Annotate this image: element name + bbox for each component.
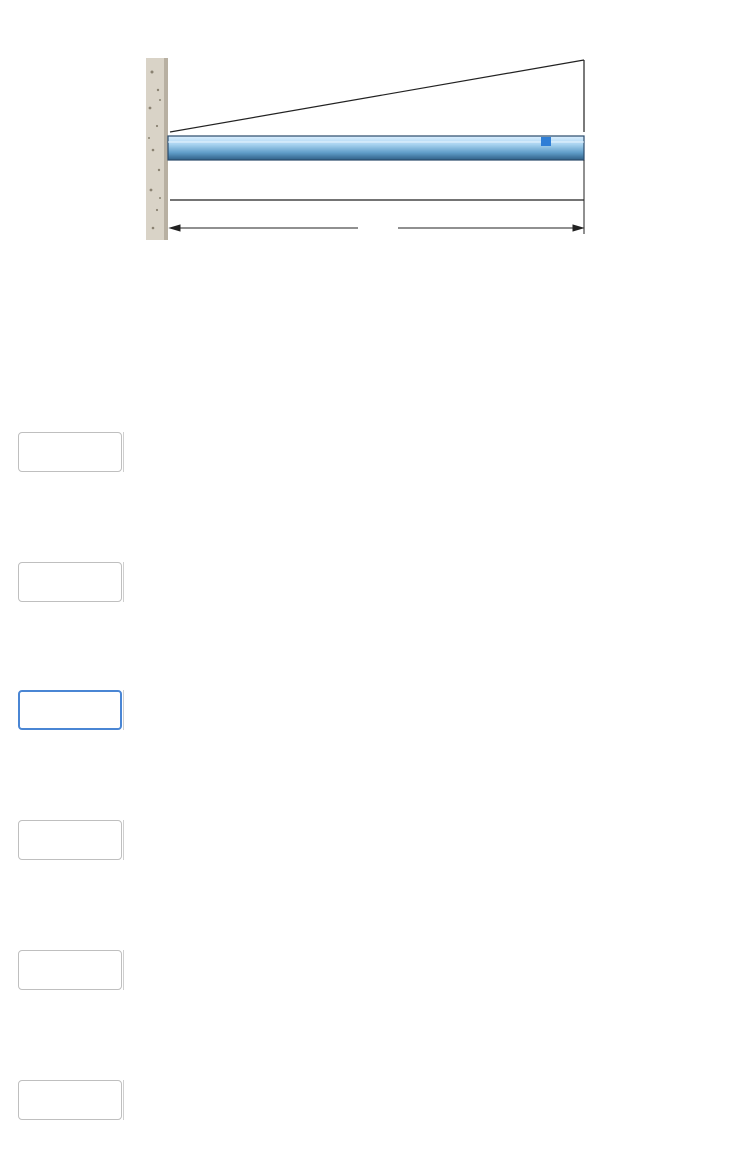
dimension-a: [170, 225, 583, 231]
unit-label: [123, 950, 134, 990]
beam: [168, 136, 584, 160]
moment-one-third-input[interactable]: [18, 820, 122, 860]
answer-row-moment-one-third: [18, 819, 134, 861]
unit-label: [123, 1080, 134, 1120]
unit-label: [123, 820, 134, 860]
shear-two-thirds-input[interactable]: [18, 690, 122, 730]
beam-marker: [541, 137, 551, 146]
answer-row-shear-middle: [18, 561, 134, 603]
unit-label: [123, 432, 134, 472]
shear-middle-input[interactable]: [18, 562, 122, 602]
answer-row-shear-two-thirds: [18, 689, 134, 731]
shear-one-third-input[interactable]: [18, 432, 122, 472]
unit-label: [123, 690, 134, 730]
answer-row-moment-two-thirds: [18, 1079, 134, 1121]
fixed-wall: [146, 58, 168, 240]
moment-two-thirds-input[interactable]: [18, 1080, 122, 1120]
answer-row-shear-one-third: [18, 431, 134, 473]
unit-label: [123, 562, 134, 602]
answer-row-moment-middle: [18, 949, 134, 991]
moment-middle-input[interactable]: [18, 950, 122, 990]
beam-diagram: [0, 0, 744, 250]
w1-load-envelope: [170, 60, 584, 132]
